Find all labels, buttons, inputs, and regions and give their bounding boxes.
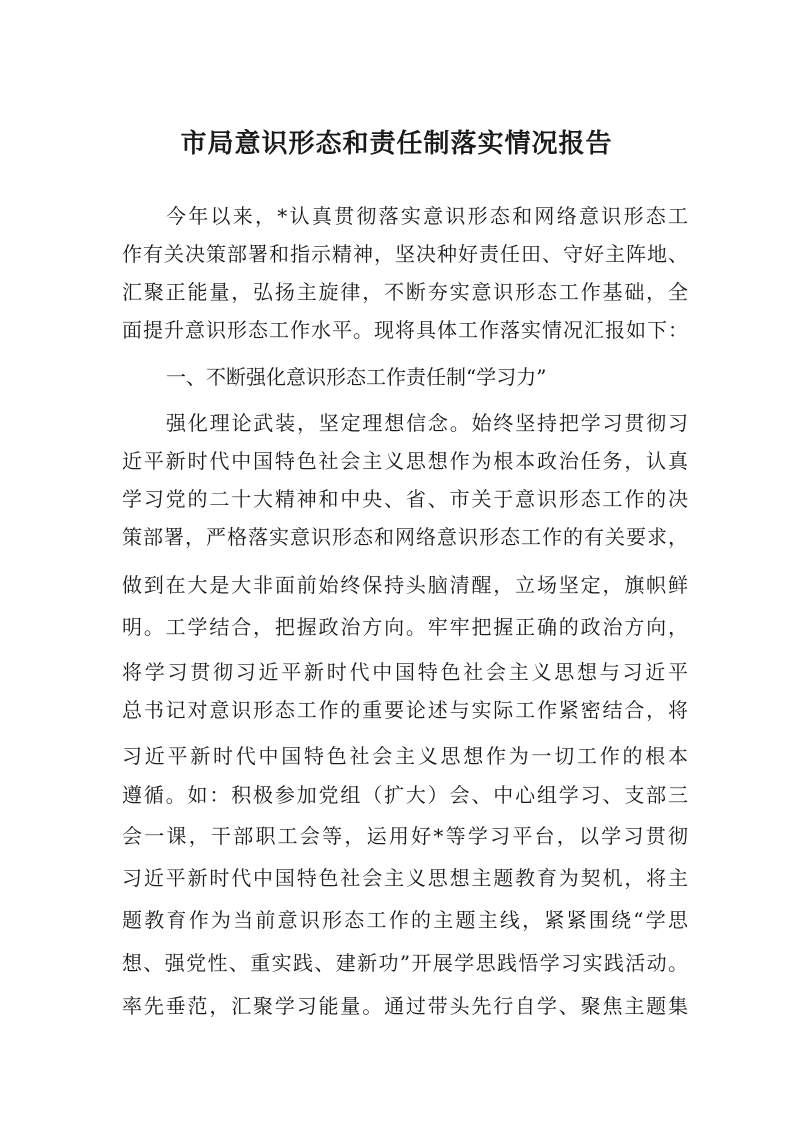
document-title: 市局意识形态和责任制落实情况报告 xyxy=(180,129,613,159)
section-heading: 一、不断强化意识形态工作责任制“学习力” xyxy=(166,365,547,389)
paragraph-line: 明。工学结合，把握政治方向。牢牢把握正确的政治方向， xyxy=(122,615,688,639)
paragraph-line: 作有关决策部署和指示精神，坚决种好责任田、守好主阵地、 xyxy=(122,242,688,266)
paragraph-line: 习近平新时代中国特色社会主义思想主题教育为契机，将主 xyxy=(122,866,688,890)
paragraph-line: 习近平新时代中国特色社会主义思想作为一切工作的根本 xyxy=(122,744,688,768)
paragraph-line: 学习党的二十大精神和中央、省、市关于意识形态工作的决 xyxy=(122,487,688,511)
paragraph-line: 总书记对意识形态工作的重要论述与实际工作紧密结合，将 xyxy=(122,698,688,722)
paragraph-line: 强化理论武装，坚定理想信念。始终坚持把学习贯彻习 xyxy=(166,411,688,435)
paragraph-line: 遵循。如：积极参加党组（扩大）会、中心组学习、支部三 xyxy=(122,783,688,807)
paragraph-line: 今年以来，*认真贯彻落实意识形态和网络意识形态工 xyxy=(166,204,688,228)
paragraph-line: 将学习贯彻习近平新时代中国特色社会主义思想与习近平 xyxy=(122,660,688,684)
paragraph-line: 会一课，干部职工会等，运用好*等学习平台，以学习贯彻 xyxy=(122,824,688,848)
paragraph-line: 题教育作为当前意识形态工作的主题主线，紧紧围绕“学思 xyxy=(122,908,688,932)
paragraph-line: 面提升意识形态工作水平。现将具体工作落实情况汇报如下： xyxy=(122,318,688,342)
paragraph-line: 想、强党性、重实践、建新功”开展学思践悟学习实践活动。 xyxy=(122,951,688,975)
paragraph-line: 策部署，严格落实意识形态和网络意识形态工作的有关要求， xyxy=(122,525,688,549)
paragraph-line: 汇聚正能量，弘扬主旋律，不断夯实意识形态工作基础，全 xyxy=(122,280,688,304)
paragraph-line: 做到在大是大非面前始终保持头脑清醒，立场坚定，旗帜鲜 xyxy=(122,573,688,597)
paragraph-line: 率先垂范，汇聚学习能量。通过带头先行自学、聚焦主题集 xyxy=(122,994,688,1018)
paragraph-line: 近平新时代中国特色社会主义思想作为根本政治任务，认真 xyxy=(122,449,688,473)
